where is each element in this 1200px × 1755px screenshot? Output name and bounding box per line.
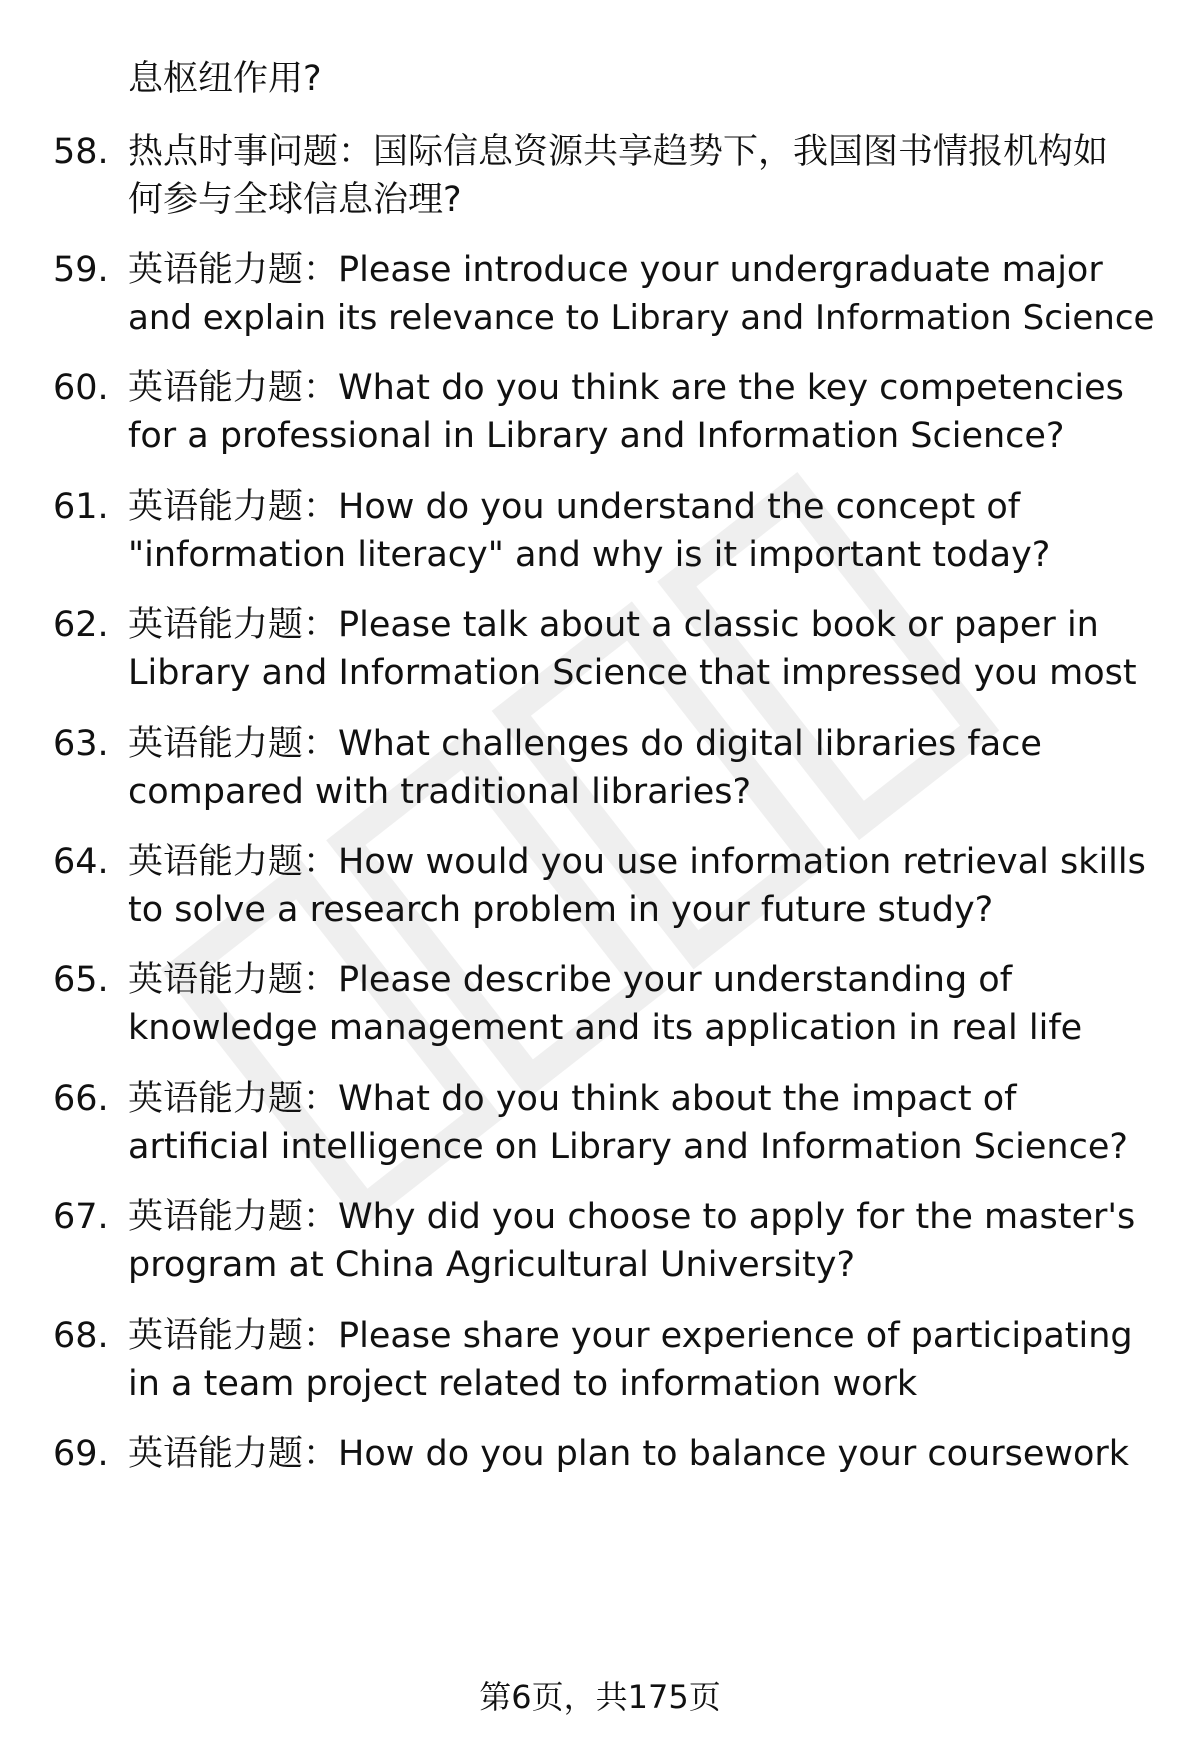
question-line: and explain its relevance to Library and Information Science [128,298,1155,338]
question-line: Library and Information Science that impressed you most [128,653,1137,693]
question-line: compared with traditional libraries? [128,772,752,812]
question-number: 65. [53,960,109,1000]
question-line: 英语能力题：What do you think are the key competencies [128,368,1124,408]
question-number: 66. [53,1079,109,1119]
question-line: knowledge management and its application in real life [128,1008,1083,1048]
question-number: 68. [53,1316,109,1356]
question-line: in a team project related to information work [128,1364,918,1404]
question-number: 67. [53,1197,109,1237]
question-line: 英语能力题：Please talk about a classic book or paper in [128,605,1099,645]
question-line: 何参与全球信息治理? [128,180,462,220]
question-number: 59. [53,250,109,290]
question-number: 60. [53,368,109,408]
question-line: 英语能力题：How do you understand the concept of [128,487,1021,527]
question-number: 62. [53,605,109,645]
question-line: 热点时事问题：国际信息资源共享趋势下，我国图书情报机构如 [128,132,1109,172]
question-line: 英语能力题：Why did you choose to apply for the master's [128,1197,1136,1237]
question-number: 64. [53,842,109,882]
question-line: 英语能力题：Please introduce your undergraduate major [128,250,1103,290]
question-line: to solve a research problem in your future study? [128,890,994,930]
question-number: 61. [53,487,109,527]
question-line: program at China Agricultural University? [128,1245,856,1285]
question-line: 息枢纽作用? [128,59,322,99]
question-line: 英语能力题：Please describe your understanding of [128,960,1013,1000]
question-line: for a professional in Library and Information Science? [128,416,1065,456]
question-line: artificial intelligence on Library and Information Science? [128,1127,1128,1167]
page-footer: 第6页，共175页 [479,1678,721,1716]
question-number: 58. [53,132,109,172]
question-line: 英语能力题：How would you use information retrieval skills [128,842,1146,882]
question-line: 英语能力题：Please share your experience of participating [128,1316,1133,1356]
question-line: 英语能力题：What do you think about the impact of [128,1079,1017,1119]
question-number: 63. [53,724,109,764]
question-number: 69. [53,1434,109,1474]
question-line: "information literacy" and why is it important today? [128,535,1051,575]
question-line: 英语能力题：What challenges do digital libraries face [128,724,1042,764]
question-line: 英语能力题：How do you plan to balance your coursework [128,1434,1130,1474]
